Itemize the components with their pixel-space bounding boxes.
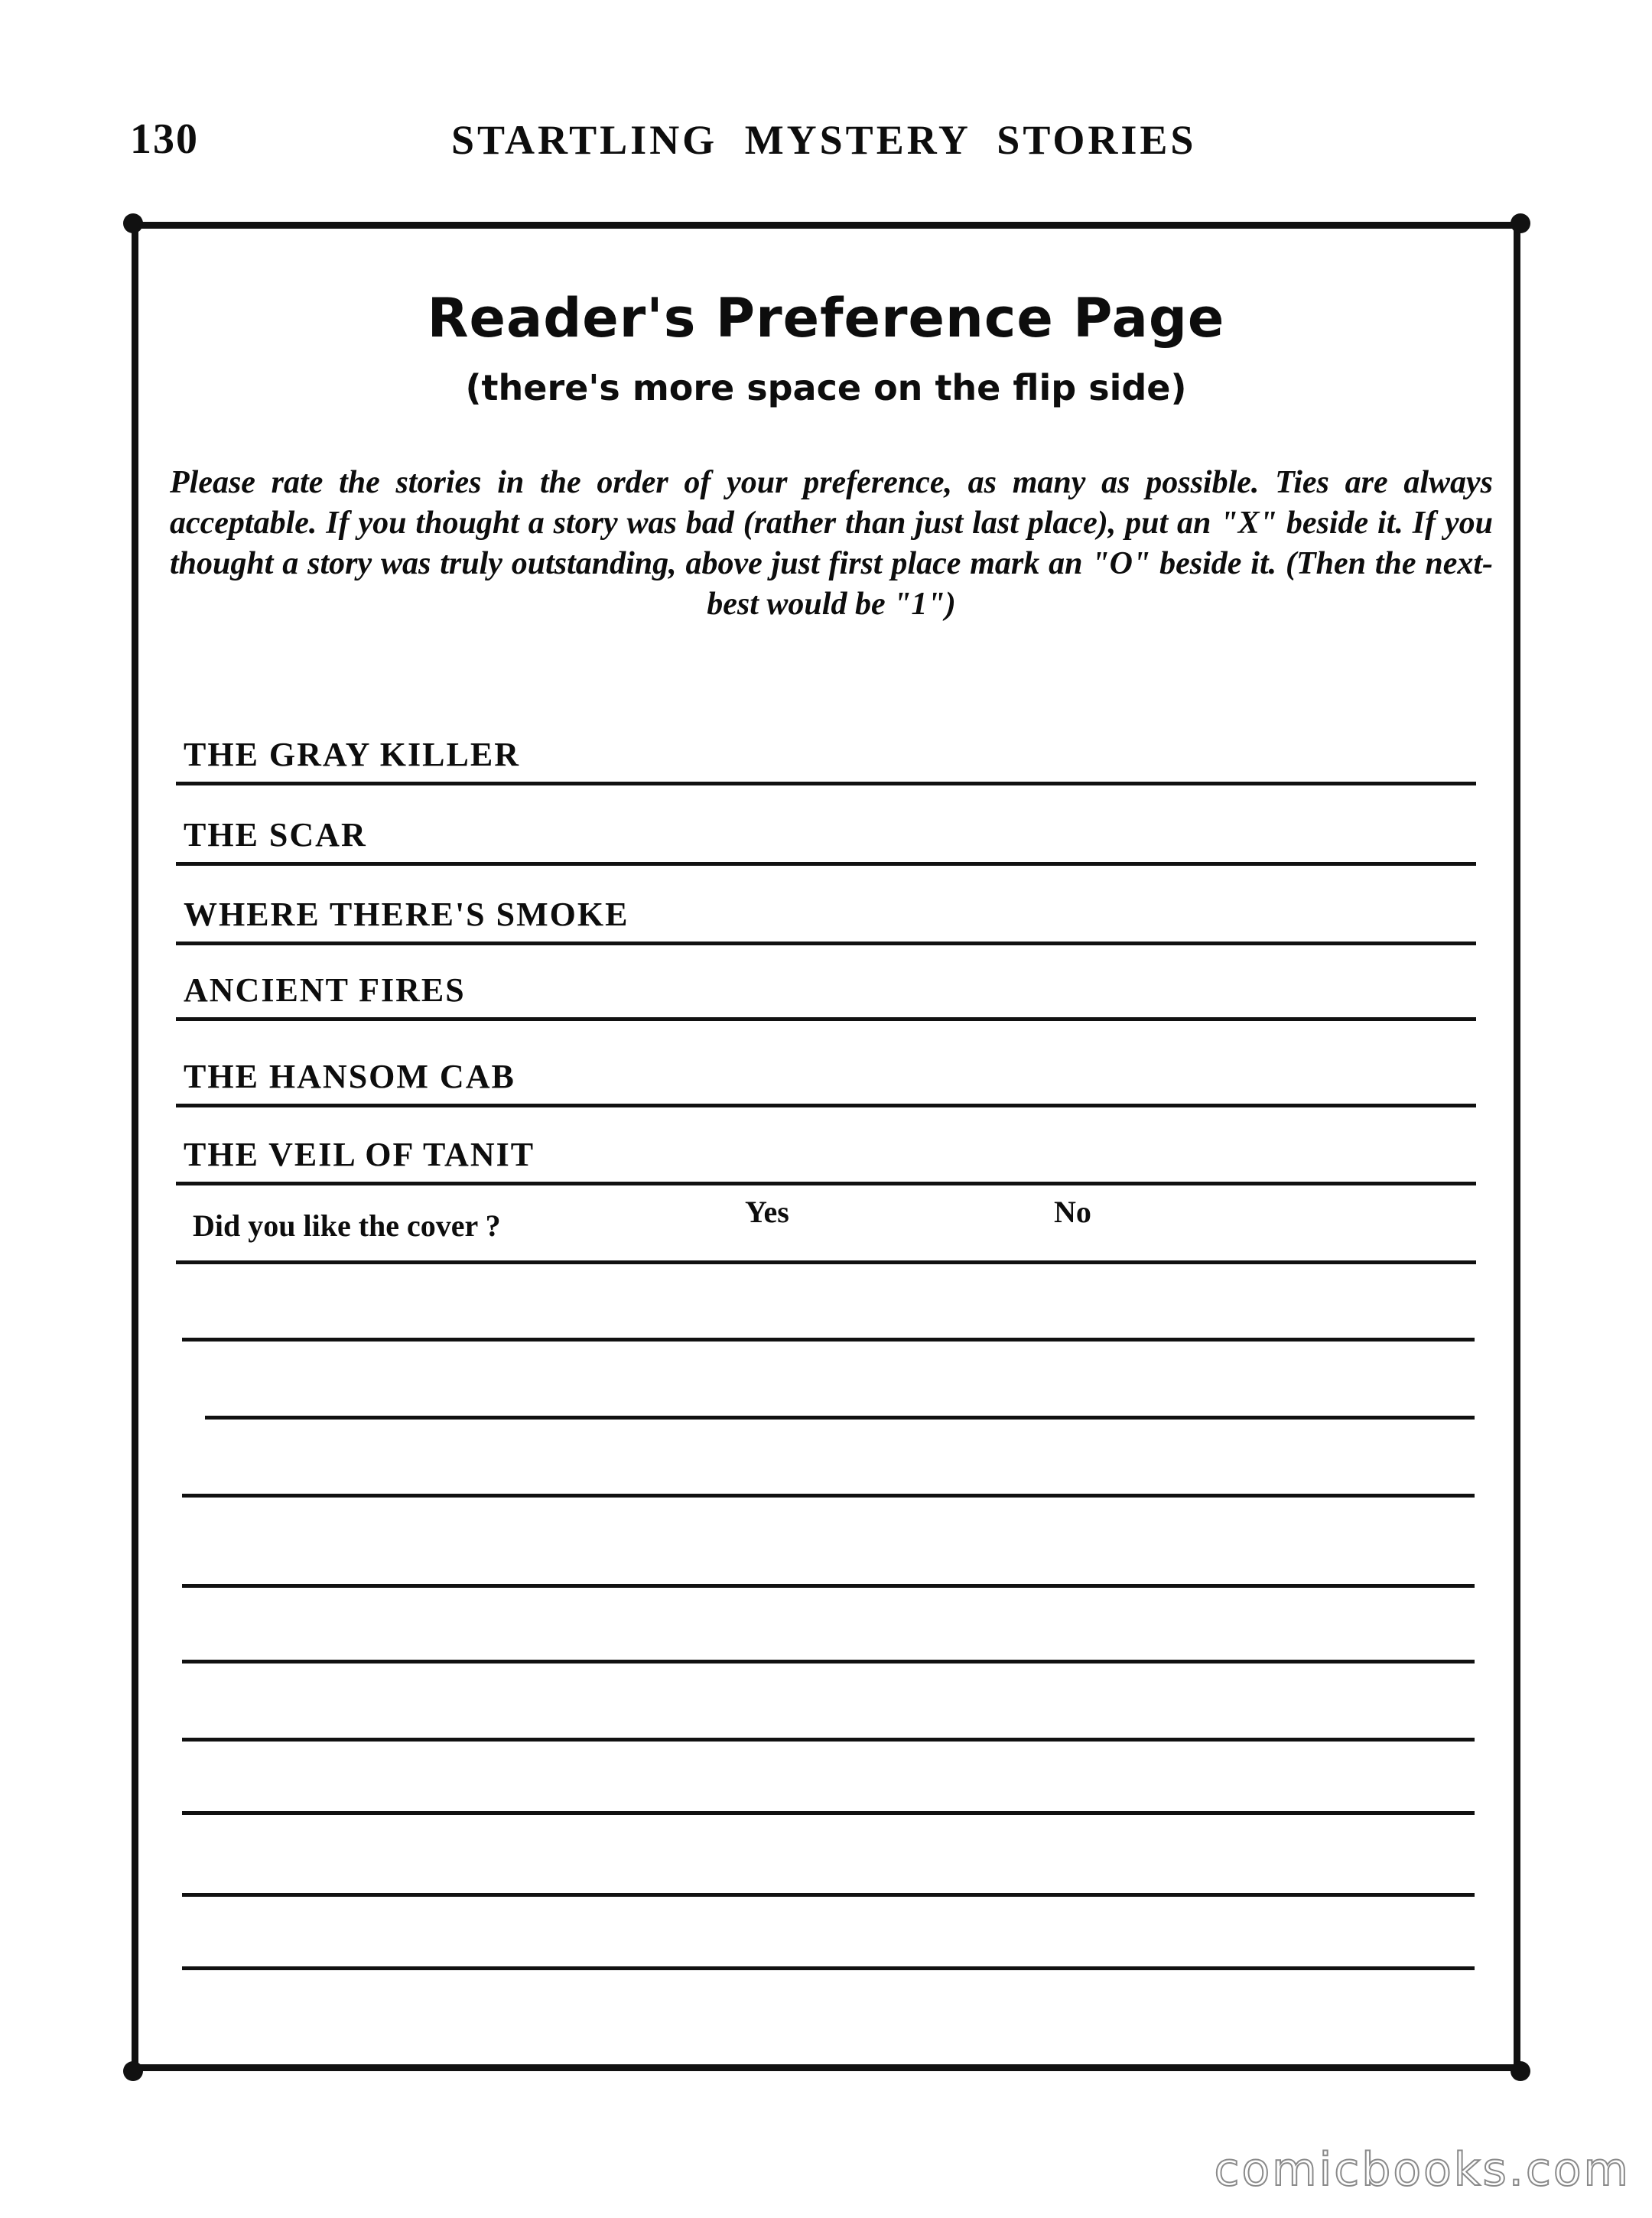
running-title: STARTLING MYSTERY STORIES — [451, 117, 1197, 163]
site-watermark: comicbooks.com — [1214, 2143, 1631, 2197]
instructions-text: Please rate the stories in the order of your preference, as many as possible. Ties are always acceptable. If you thought a story was bad (rather than just last place), put an "X" beside it. If you thought a story was truly outstanding, above just first place mark an "O" beside it. (Then the next-best would be "1") — [170, 465, 1493, 622]
story-title: WHERE THERE'S SMOKE — [184, 896, 629, 933]
cover-yes-option[interactable]: Yes — [745, 1195, 789, 1229]
cover-question-row — [176, 1195, 1476, 1264]
form-title: Reader's Preference Page — [427, 287, 1225, 350]
story-title: THE SCAR — [184, 816, 367, 854]
form-subtitle: (there's more space on the flip side) — [465, 367, 1187, 408]
story-rating-row[interactable] — [176, 816, 1476, 866]
comment-line[interactable] — [182, 1893, 1475, 1897]
story-rating-row[interactable] — [176, 971, 1476, 1021]
story-title: THE VEIL OF TANIT — [184, 1136, 535, 1173]
frame-corner-bottom-right — [1511, 2061, 1530, 2081]
comment-line[interactable] — [182, 1738, 1475, 1742]
comment-line[interactable] — [205, 1416, 1475, 1420]
frame-corner-top-right — [1511, 213, 1530, 233]
comment-line[interactable] — [182, 1338, 1475, 1342]
comment-line[interactable] — [182, 1660, 1475, 1664]
story-rating-row[interactable] — [176, 736, 1476, 785]
story-title: ANCIENT FIRES — [184, 971, 466, 1009]
story-title: THE GRAY KILLER — [184, 736, 520, 773]
story-rating-row[interactable] — [176, 1058, 1476, 1107]
frame-corner-bottom-left — [123, 2061, 143, 2081]
story-rating-row[interactable] — [176, 1136, 1476, 1185]
cover-question-label: Did you like the cover ? — [193, 1208, 501, 1243]
comment-line[interactable] — [182, 1584, 1475, 1588]
cover-no-option[interactable]: No — [1054, 1195, 1091, 1229]
story-rating-row[interactable] — [176, 896, 1476, 945]
comment-line[interactable] — [182, 1811, 1475, 1815]
comment-line[interactable] — [182, 1494, 1475, 1498]
comment-line[interactable] — [182, 1966, 1475, 1970]
story-title: THE HANSOM CAB — [184, 1058, 515, 1095]
page-number: 130 — [130, 115, 199, 163]
frame-corner-top-left — [123, 213, 143, 233]
